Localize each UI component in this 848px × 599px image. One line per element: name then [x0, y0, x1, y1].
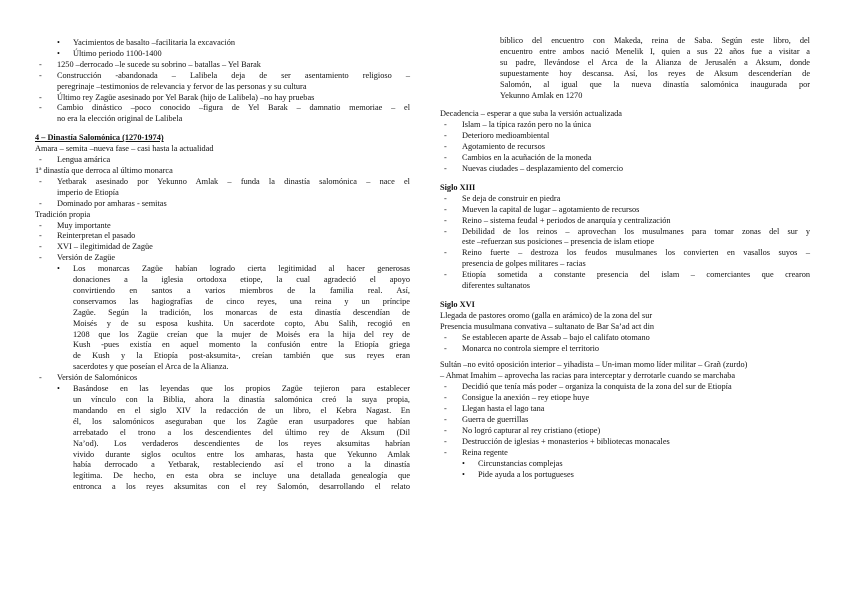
dash-list-continuation: peregrinaje –testimonios de relevancia y fervor de las personas y su cultura	[57, 81, 307, 91]
bullet-list-continuation: entronca a los reyes aksumitas con el rey Salomón, desarrollando el relato	[73, 482, 410, 492]
dash-list-item: - Muy importante	[35, 221, 410, 232]
bullet-list-continuation: bíblico del encuentro con Makeda, reina de Saba. Según este libro, del	[500, 36, 810, 45]
bullet-list-continuation: sacerdotes y que poseían el Arca de la Alianza.	[73, 362, 229, 372]
dash-list-item: - Reino – sistema feudal + periodos de anarquía y centralización	[440, 216, 810, 227]
bullet-list-continuation: Moisés y de su esposa kushita. Un sacerdote copto, Abu Salih, recogió en	[73, 318, 410, 328]
bullet-list-continuation: arrebatado el trono a los descendientes del último rey de Aksum (Dil	[73, 427, 410, 437]
dash-list-item: - Islam – la típica razón pero no la única	[440, 120, 810, 131]
dash-list-item: - Destrucción de iglesias + monasterios + bibliotecas monacales	[440, 437, 810, 448]
bullet-list-continuation: había derrocado a Yetbarak, restableciendo así el trono a la dinastía	[73, 460, 410, 470]
bullet-list-continuation: 1208 que los Zagüe creían que la mujer de Moisés era la hija del rey de	[73, 329, 410, 339]
bullet-list-continuation: Salomón, al igual que la nueva dinastía salomónica inaugurada por	[500, 79, 810, 89]
section-heading: 4 – Dinastía Salomónica (1270-1974)	[35, 133, 164, 143]
spacer	[35, 125, 410, 133]
bullet-list-continuation: supuestamente hoy descansa. Así, los reyes de Aksum descenderían de	[500, 68, 810, 78]
dash-list-item: - Construcción -abandonada – Lalibela deja de ser asentamiento religioso –	[35, 71, 410, 82]
bullet-list-continuation: vivido durante siglos ocultos entre los amharas, hasta que Yekunno Amlak	[73, 449, 410, 459]
section-heading: Siglo XVI	[440, 299, 475, 309]
spacer	[440, 292, 810, 300]
paragraph-line: Sultán –no evitó oposición interior – yihadista – Un-iman momo líder militar – Grañ (zurdo)	[440, 360, 748, 370]
bullet-list-continuation: conservamos las hagiografías de cinco reyes, una reina y un príncipe	[73, 296, 410, 306]
bullet-list-continuation: su padre, llevándose el Arca de la Alianza de Jerusalén a Aksum, donde	[500, 57, 810, 67]
bullet-list-continuation: Kush -pues existía en aquel momento la confusión entre la Etiopía griega	[73, 340, 410, 350]
paragraph-line: 1ª dinastía que derroca al último monarca	[35, 165, 173, 175]
dash-list-item: - Lengua amárica	[35, 155, 410, 166]
paragraph-line: Presencia musulmana convativa – sultanato de Bar Sa’ad act din	[440, 321, 655, 331]
dash-list-item: - Guerra de guerrillas	[440, 415, 810, 426]
bullet-list-continuation: de Kush y la Etiopía post-aksumita-, creían también que sus reyes eran	[73, 351, 410, 361]
bullet-list-item: • Los monarcas Zagüe habían logrado cierta legitimidad al hacer generosas	[35, 264, 410, 275]
bullet-list-continuation: un vínculo con la Biblia, ahora la dinastía salomónica creó la suya propia,	[73, 395, 410, 404]
bullet-list-continuation: él, los salomónicos aseguraban que los Zagüe eran usurpadores que habían	[73, 416, 410, 426]
paragraph-line: Decadencia – esperar a que suba la versión actualizada	[440, 109, 622, 119]
dash-list-continuation: imperio de Etiopía	[57, 187, 119, 197]
dash-list-continuation: no era la elección original de Lalibela	[57, 114, 183, 124]
dash-list-item: - Yetbarak asesinado por Yekunno Amlak – funda la dinastía salomónica – nace el	[35, 177, 410, 188]
dash-list-item: - No logró capturar al rey cristiano (etiope)	[440, 426, 810, 437]
dash-list-item: - Nuevas ciudades – desplazamiento del comercio	[440, 164, 810, 175]
right-column	[440, 36, 810, 480]
paragraph-line: – Ahmat Imahim – aprovecha las racias para interceptar y derrotarle cuando se marchaba	[440, 371, 736, 381]
spacer	[440, 175, 810, 183]
paragraph-line: Llegada de pastores oromo (galla en arámico) de la zona del sur	[440, 310, 653, 320]
dash-list-item: - Reinterpretan el pasado	[35, 231, 410, 242]
dash-list-item: - XVI – ilegitimidad de Zagüe	[35, 242, 410, 253]
dash-list-item: - Se establecen aparte de Assab – bajo el califato otomano	[440, 333, 810, 344]
dash-list-item: - Mueven la capital de lugar – agotamiento de recursos	[440, 205, 810, 216]
dash-list-item: - Debilidad de los reinos – aprovechan los musulmanes para tomar zonas del sur y	[440, 227, 810, 238]
bullet-list-item: • Yacimientos de basalto –facilitaria la excavación	[35, 38, 410, 49]
left-column	[35, 38, 410, 493]
bullet-list-item: • Pide ayuda a los portugueses	[440, 470, 810, 481]
bullet-list-continuation: Yekunno Amlak en 1270	[500, 90, 583, 100]
dash-list-continuation: diferentes sultanatos	[462, 281, 530, 291]
paragraph-line: Tradición propia	[35, 209, 91, 219]
dash-list-item: - Se deja de construir en piedra	[440, 194, 810, 205]
bullet-list-continuation: mandando en el siglo XIV la redacción de un libro, el Kebra Nagast. En	[73, 405, 410, 415]
bullet-list-continuation: legítima. De hecho, en esta obra se incluye una detallada genealogía que	[73, 471, 410, 481]
dash-list-item: - Cambio dinástico –poco conocido –figura de Yel Barak – damnatio memoriae – el	[35, 103, 410, 114]
dash-list-continuation: presencia de golpes militares – racias	[462, 259, 586, 269]
dash-list-item: - Etiopía sometida a constante presencia del islam – comerciantes que crearon	[440, 270, 810, 281]
dash-list-item: - Monarca no controla siempre el territorio	[440, 344, 810, 355]
dash-list-item: - Cambios en la acuñación de la moneda	[440, 153, 810, 164]
bullet-list-continuation: encuentro entre ambos nació Menelik I, quien a sus 22 años fue a visitar a	[500, 46, 810, 56]
bullet-list-item: • Circunstancias complejas	[440, 459, 810, 470]
dash-list-item: - Último rey Zagüe asesinado por Yel Barak (hijo de Lalibela) –no hay pruebas	[35, 93, 410, 104]
dash-list-item: - Dominado por amharas - semitas	[35, 199, 410, 210]
bullet-list-continuation: Na’od). Los verdaderos descendientes de los reyes aksumitas habrían	[73, 438, 410, 448]
section-heading: Siglo XIII	[440, 182, 476, 192]
dash-list-item: - Reina regente	[440, 448, 810, 459]
paragraph-line: Amara – semita –nueva fase – casi hasta la actualidad	[35, 144, 214, 154]
bullet-list-item: • Basándose en las leyendas que los propios Zagüe tejieron para establecer	[35, 384, 410, 395]
bullet-list-continuation: Zagüe. Según la tradición, los monarcas de esta dinastía descendían de	[73, 307, 410, 317]
dash-list-item: - Decidió que tenía más poder – organiza la conquista de la zona del sur de Etiopía	[440, 382, 810, 393]
dash-list-item: - Reino fuerte – destroza los feudos musulmanes los convierten en vasallos suyos –	[440, 248, 810, 259]
dash-list-item: - Deterioro medioambiental	[440, 131, 810, 142]
dash-list-item: - Llegan hasta el lago tana	[440, 404, 810, 415]
dash-list-item: - Consigue la anexión – rey etiope huye	[440, 393, 810, 404]
dash-list-item: - 1250 –derrocado –le sucede su sobrino – batallas – Yel Barak	[35, 60, 410, 71]
spacer	[440, 101, 810, 109]
bullet-list-continuation: donaciones a la iglesia ortodoxa etiope, la cual agradeció el apoyo	[73, 275, 410, 285]
dash-list-continuation: este –refuerzan sus posiciones – presencia de islam etiope	[462, 237, 655, 247]
bullet-list-continuation: convirtiendo en santos a varios miembros de la familia real. Así,	[73, 285, 410, 295]
dash-list-item: - Agotamiento de recursos	[440, 142, 810, 153]
dash-list-item: - Versión de Salomónicos	[35, 373, 410, 384]
bullet-list-item: • Último periodo 1100-1400	[35, 49, 410, 60]
dash-list-item: - Versión de Zagüe	[35, 253, 410, 264]
